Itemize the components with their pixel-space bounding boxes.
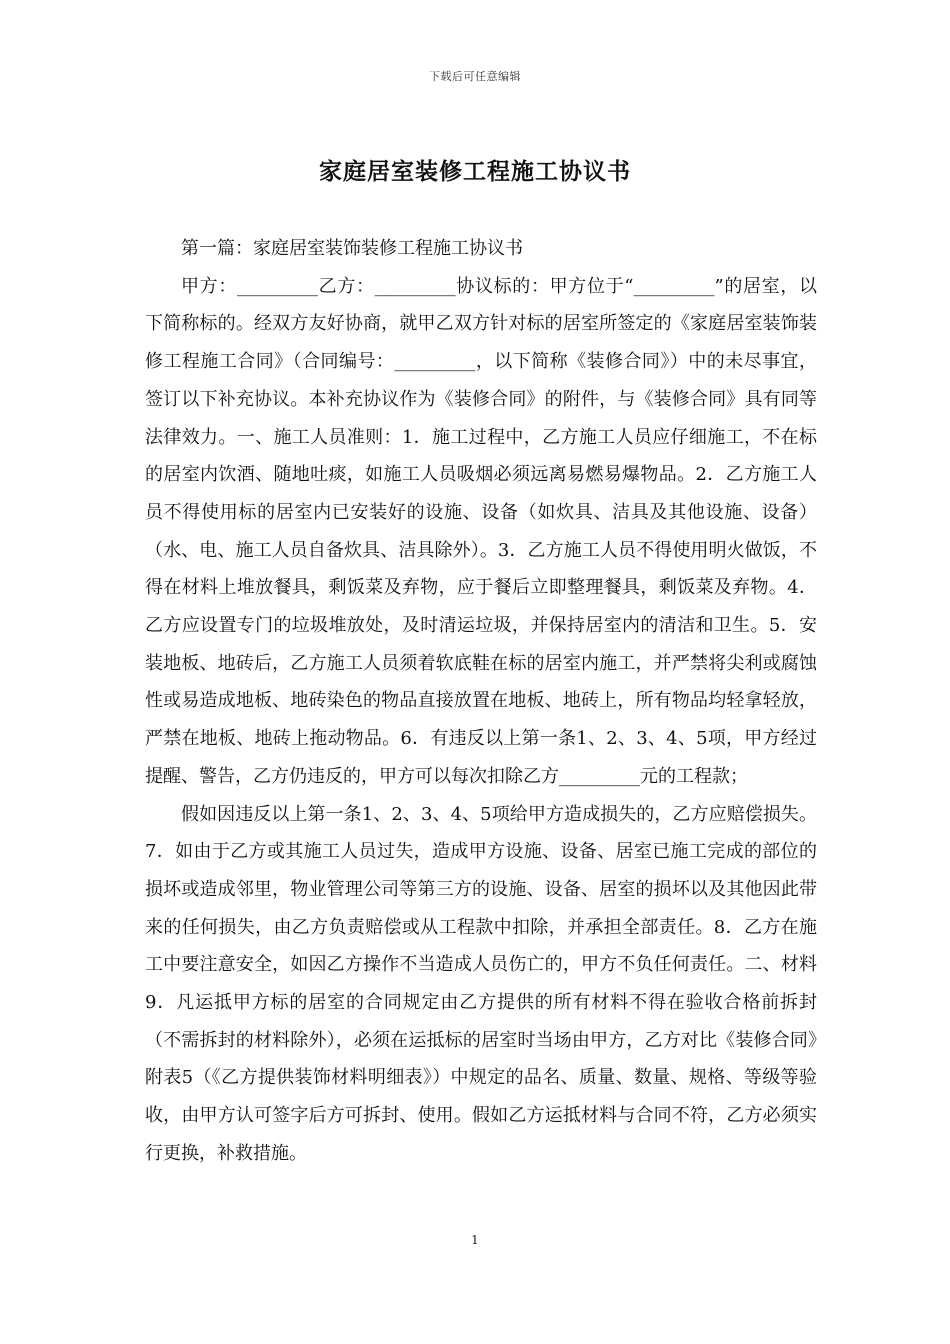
paragraph-agreement-section-one: 甲方：_________乙方：_________协议标的：甲方位于“_________”的居室，以下简称标的。经双方友好协商，就甲乙双方针对标的居室所签定的《家庭居室装饰装修工程施工合同》（合同编号：_________，以下简称《装修合同》）中的未尽事宜，签订以下补充协议。本补充协议作为《装修合同》的附件，与《装修合同》具有同等法律效力。一、施工人员准则：1．施工过程中，乙方施工人员应仔细施工，不在标的居室内饮酒、随地吐痰，如施工人员吸烟必须远离易燃易爆物品。2．乙方施工人员不得使用标的居室内已安装好的设施、设备（如炊具、洁具及其他设施、设备）（水、电、施工人员自备炊具、洁具除外）。3．乙方施工人员不得使用明火做饭，不得在材料上堆放餐具，剩饭菜及弃物，应于餐后立即整理餐具，剩饭菜及弃物。4．乙方应设置专门的垃圾堆放处，及时清运垃圾，并保持居室内的清洁和卫生。5．安装地板、地砖后，乙方施工人员须着软底鞋在标的居室内施工，并严禁将尖利或腐蚀性或易造成地板、地砖染色的物品直接放置在地板、地砖上，所有物品均轻拿轻放，严禁在地板、地砖上拖动物品。6．有违反以上第一条1、2、3、4、5项，甲方经过提醒、警告，乙方仍违反的，甲方可以每次扣除乙方_________元的工程款；	[145, 275, 817, 787]
paragraph-agreement-section-two: 假如因违反以上第一条1、2、3、4、5项给甲方造成损失的，乙方应赔偿损失。7．如由于乙方或其施工人员过失，造成甲方设施、设备、居室已施工完成的部位的损坏或造成邻里，物业管理公司等第三方的设施、设备、居室的损坏以及其他因此带来的任何损失，由乙方负责赔偿或从工程款中扣除，并承担全部责任。8．乙方在施工中要注意安全，如因乙方操作不当造成人员伤亡的，甲方不负任何责任。二、材料9．凡运抵甲方标的居室的合同规定由乙方提供的所有材料不得在验收合格前拆封（不需拆封的材料除外），必须在运抵标的居室时当场由甲方，乙方对比《装修合同》附表5（《乙方提供装饰材料明细表》）中规定的品名、质量、数量、规格、等级等验收，由甲方认可签字后方可拆封、使用。假如乙方运抵材料与合同不符，乙方必须实行更换，补救措施。	[145, 803, 817, 1164]
paragraph-heading: 第一篇：家庭居室装饰装修工程施工协议书	[181, 238, 523, 259]
page-number: 1	[471, 1233, 479, 1247]
document-title: 家庭居室装修工程施工协议书	[319, 158, 631, 185]
document-body	[145, 230, 817, 1173]
page-header-note: 下载后可任意编辑	[429, 70, 521, 83]
